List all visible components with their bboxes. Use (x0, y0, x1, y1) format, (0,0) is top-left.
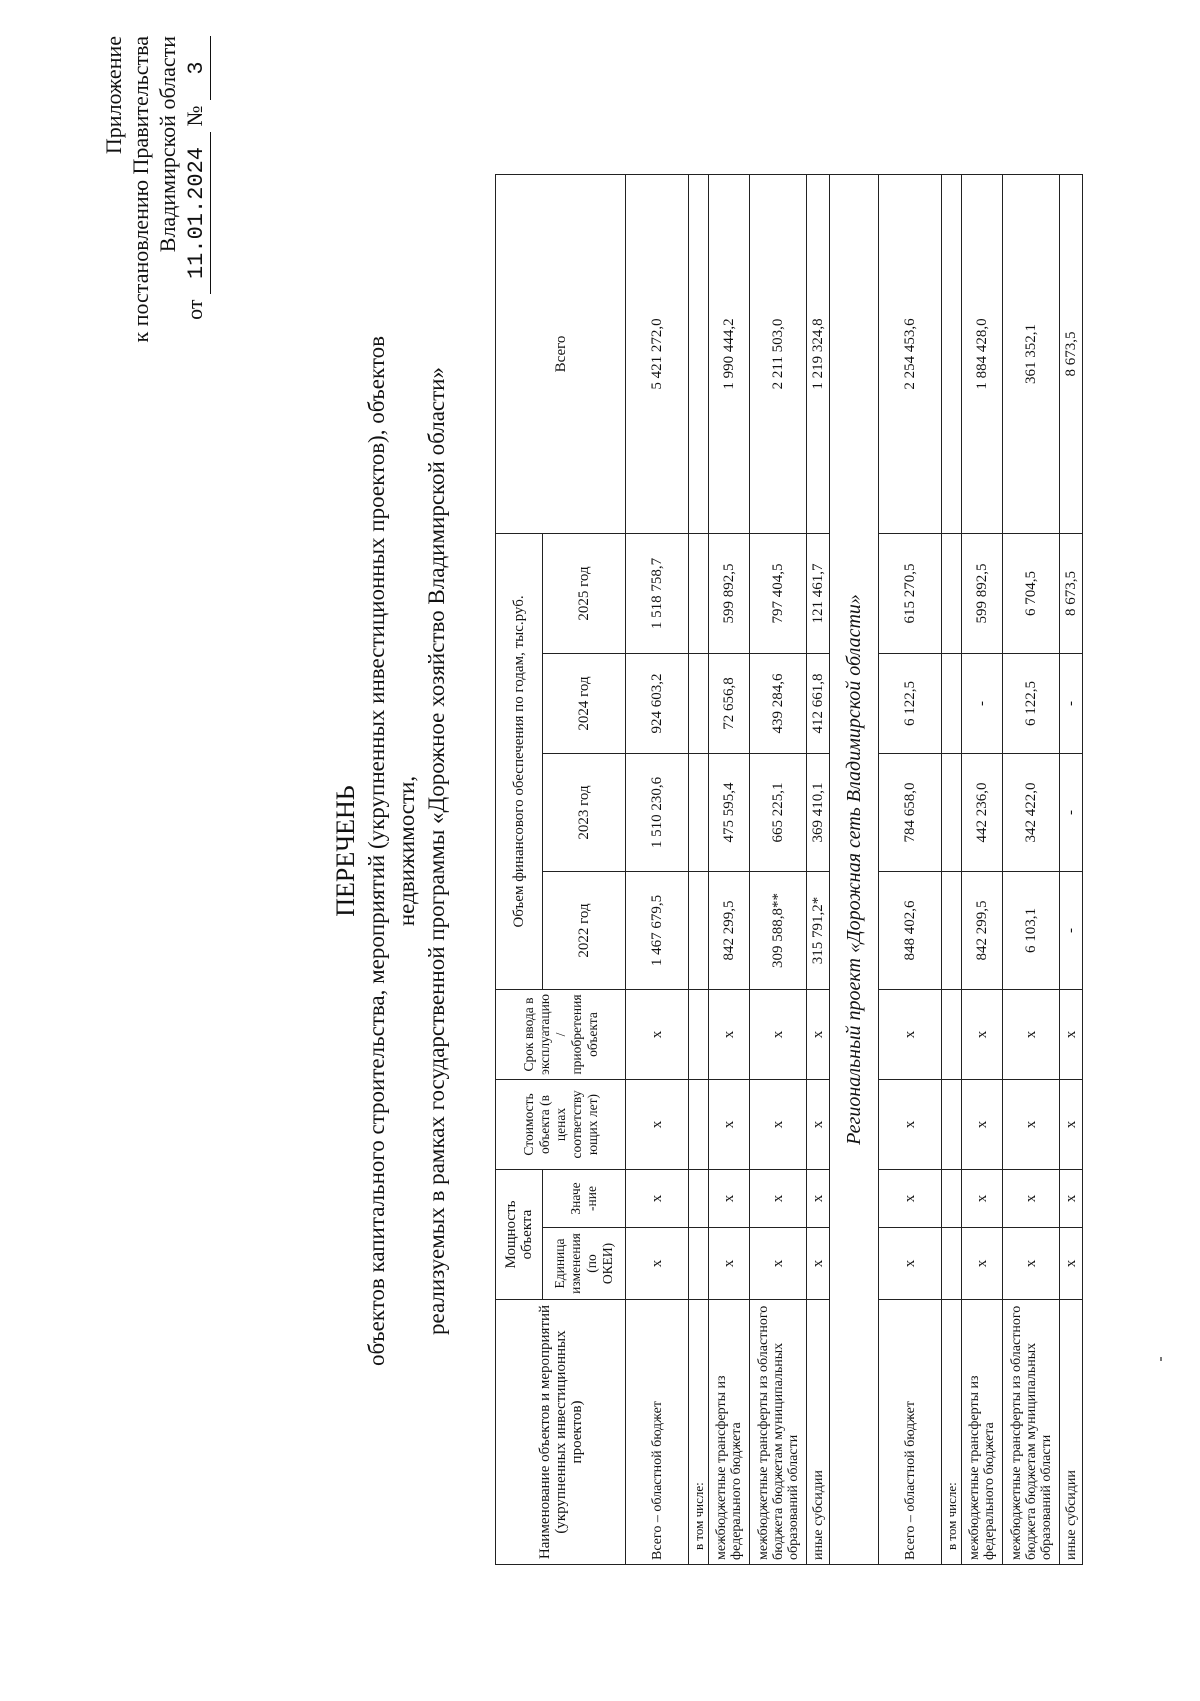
approval-line-2: к постановлению Правительства (128, 36, 153, 343)
cell-cost: х (807, 1079, 830, 1169)
table-row (626, 174, 689, 1564)
cell-2024: - (962, 653, 1003, 753)
cell-2023: 442 236,0 (962, 753, 1003, 871)
cell-2022: - (1060, 871, 1083, 989)
header-name: Наименование объектов и мероприятий (укрупненных инвестиционных проектов) (496, 1300, 626, 1565)
table-row (1003, 174, 1060, 1564)
row-name: межбюджетные трансферты из областного бюджета бюджетам муниципальных образований области (1003, 1300, 1060, 1565)
cell-2022: 309 588,8** (750, 871, 807, 989)
scan-speck (1160, 1357, 1162, 1361)
cell-2023: - (1060, 753, 1083, 871)
including-label: в том числе: (689, 1300, 709, 1565)
cell-total: 1 219 324,8 (807, 174, 830, 533)
header-term: Срок ввода в эксплуатацию / приобретения объекта (496, 989, 626, 1079)
cell-term: х (709, 989, 750, 1079)
cell-2025: 6 704,5 (1003, 533, 1060, 653)
cell-unit: х (1060, 1228, 1083, 1300)
title-line-1: объектов капитального строительства, мероприятий (укрупненных инвестиционных проектов), объектов недвижимости, (364, 336, 419, 1366)
cell-unit: х (962, 1228, 1003, 1300)
title-line-2: реализуемых в рамках государственной программы «Дорожное хозяйство Владимирской области» (424, 367, 449, 1335)
cell-value: х (1060, 1169, 1083, 1227)
row-name: межбюджетные трансферты из федерального бюджета (962, 1300, 1003, 1565)
cell-term: х (879, 989, 942, 1079)
row-name: иные субсидии (807, 1300, 830, 1565)
cell-2022: 1 467 679,5 (626, 871, 689, 989)
cell-2024: 6 122,5 (1003, 653, 1060, 753)
cell-cost: х (879, 1079, 942, 1169)
table-row (750, 174, 807, 1564)
row-name: Всего – областной бюджет (879, 1300, 942, 1565)
cell-value: х (1003, 1169, 1060, 1227)
cell-total: 1 884 428,0 (962, 174, 1003, 533)
cell-2023: 342 422,0 (1003, 753, 1060, 871)
cell-cost: х (1003, 1079, 1060, 1169)
approval-line-1: Приложение (101, 36, 126, 155)
approval-line-3: Владимирской области (155, 36, 180, 253)
table-row (689, 174, 709, 1564)
cell-2024: 412 661,8 (807, 653, 830, 753)
number-prefix: № (182, 105, 207, 127)
cell-2023: 665 225,1 (750, 753, 807, 871)
cell-total: 2 254 453,6 (879, 174, 942, 533)
including-label: в том числе: (942, 1300, 962, 1565)
cell-2022: 315 791,2* (807, 871, 830, 989)
cell-term: х (1003, 989, 1060, 1079)
cell-term: х (1060, 989, 1083, 1079)
cell-2024: 924 603,2 (626, 653, 689, 753)
cell-unit: х (807, 1228, 830, 1300)
header-2025: 2025 год (543, 533, 626, 653)
cell-total: 5 421 272,0 (626, 174, 689, 533)
cell-cost: х (962, 1079, 1003, 1169)
date-prefix: от (182, 299, 207, 320)
cell-unit: х (709, 1228, 750, 1300)
approval-number: 3 (183, 36, 211, 100)
cell-unit: х (750, 1228, 807, 1300)
funding-table (495, 174, 1083, 1565)
cell-2025: 121 461,7 (807, 533, 830, 653)
cell-2022: 6 103,1 (1003, 871, 1060, 989)
cell-term: х (807, 989, 830, 1079)
cell-2022: 842 299,5 (709, 871, 750, 989)
section-title: Региональный проект «Дорожная сеть Владимирской области» (830, 174, 879, 1564)
cell-term: х (962, 989, 1003, 1079)
cell-2024: 439 284,6 (750, 653, 807, 753)
header-unit: Единица изменения (по ОКЕИ) (543, 1228, 626, 1300)
section-row (830, 174, 879, 1564)
row-name: межбюджетные трансферты из федерального бюджета (709, 1300, 750, 1565)
cell-2025: 599 892,5 (709, 533, 750, 653)
row-name: Всего – областной бюджет (626, 1300, 689, 1565)
cell-value: х (962, 1169, 1003, 1227)
cell-2025: 599 892,5 (962, 533, 1003, 653)
cell-2025: 797 404,5 (750, 533, 807, 653)
cell-2025: 615 270,5 (879, 533, 942, 653)
cell-2023: 475 595,4 (709, 753, 750, 871)
table-row (807, 174, 830, 1564)
cell-term: х (750, 989, 807, 1079)
header-2023: 2023 год (543, 753, 626, 871)
document-title (330, 271, 452, 1431)
table-row (942, 174, 962, 1564)
header-capacity: Мощность объекта (496, 1169, 543, 1299)
table-row (709, 174, 750, 1564)
title-heading: ПЕРЕЧЕНЬ (331, 785, 360, 917)
approval-stamp (100, 36, 211, 396)
cell-cost: х (626, 1079, 689, 1169)
table-row (879, 174, 942, 1564)
cell-total: 1 990 444,2 (709, 174, 750, 533)
cell-value: х (750, 1169, 807, 1227)
cell-unit: х (879, 1228, 942, 1300)
cell-total: 2 211 503,0 (750, 174, 807, 533)
header-2022: 2022 год (543, 871, 626, 989)
cell-cost: х (750, 1079, 807, 1169)
cell-2025: 8 673,5 (1060, 533, 1083, 653)
cell-2024: - (1060, 653, 1083, 753)
cell-cost: х (1060, 1079, 1083, 1169)
cell-2023: 784 658,0 (879, 753, 942, 871)
cell-unit: х (626, 1228, 689, 1300)
cell-2023: 369 410,1 (807, 753, 830, 871)
cell-total: 361 352,1 (1003, 174, 1060, 533)
header-total: Всего (496, 174, 626, 533)
cell-2024: 6 122,5 (879, 653, 942, 753)
cell-value: х (807, 1169, 830, 1227)
row-name: межбюджетные трансферты из областного бюджета бюджетам муниципальных образований области (750, 1300, 807, 1565)
cell-value: х (709, 1169, 750, 1227)
cell-value: х (879, 1169, 942, 1227)
header-value: Значе -ние (543, 1169, 626, 1227)
table-row (962, 174, 1003, 1564)
approval-date-line (181, 36, 211, 396)
row-name: иные субсидии (1060, 1300, 1083, 1565)
cell-2023: 1 510 230,6 (626, 753, 689, 871)
header-cost: Стоимость объекта (в ценах соответству ющих лет) (496, 1079, 626, 1169)
cell-total: 8 673,5 (1060, 174, 1083, 533)
cell-2025: 1 518 758,7 (626, 533, 689, 653)
cell-2024: 72 656,8 (709, 653, 750, 753)
cell-value: х (626, 1169, 689, 1227)
cell-cost: х (709, 1079, 750, 1169)
cell-unit: х (1003, 1228, 1060, 1300)
table-row (1060, 174, 1083, 1564)
header-funding: Объем финансового обеспечения по годам, тыс.руб. (496, 533, 543, 989)
approval-date: 11.01.2024 (183, 132, 211, 294)
cell-term: х (626, 989, 689, 1079)
cell-2022: 848 402,6 (879, 871, 942, 989)
header-2024: 2024 год (543, 653, 626, 753)
cell-2022: 842 299,5 (962, 871, 1003, 989)
